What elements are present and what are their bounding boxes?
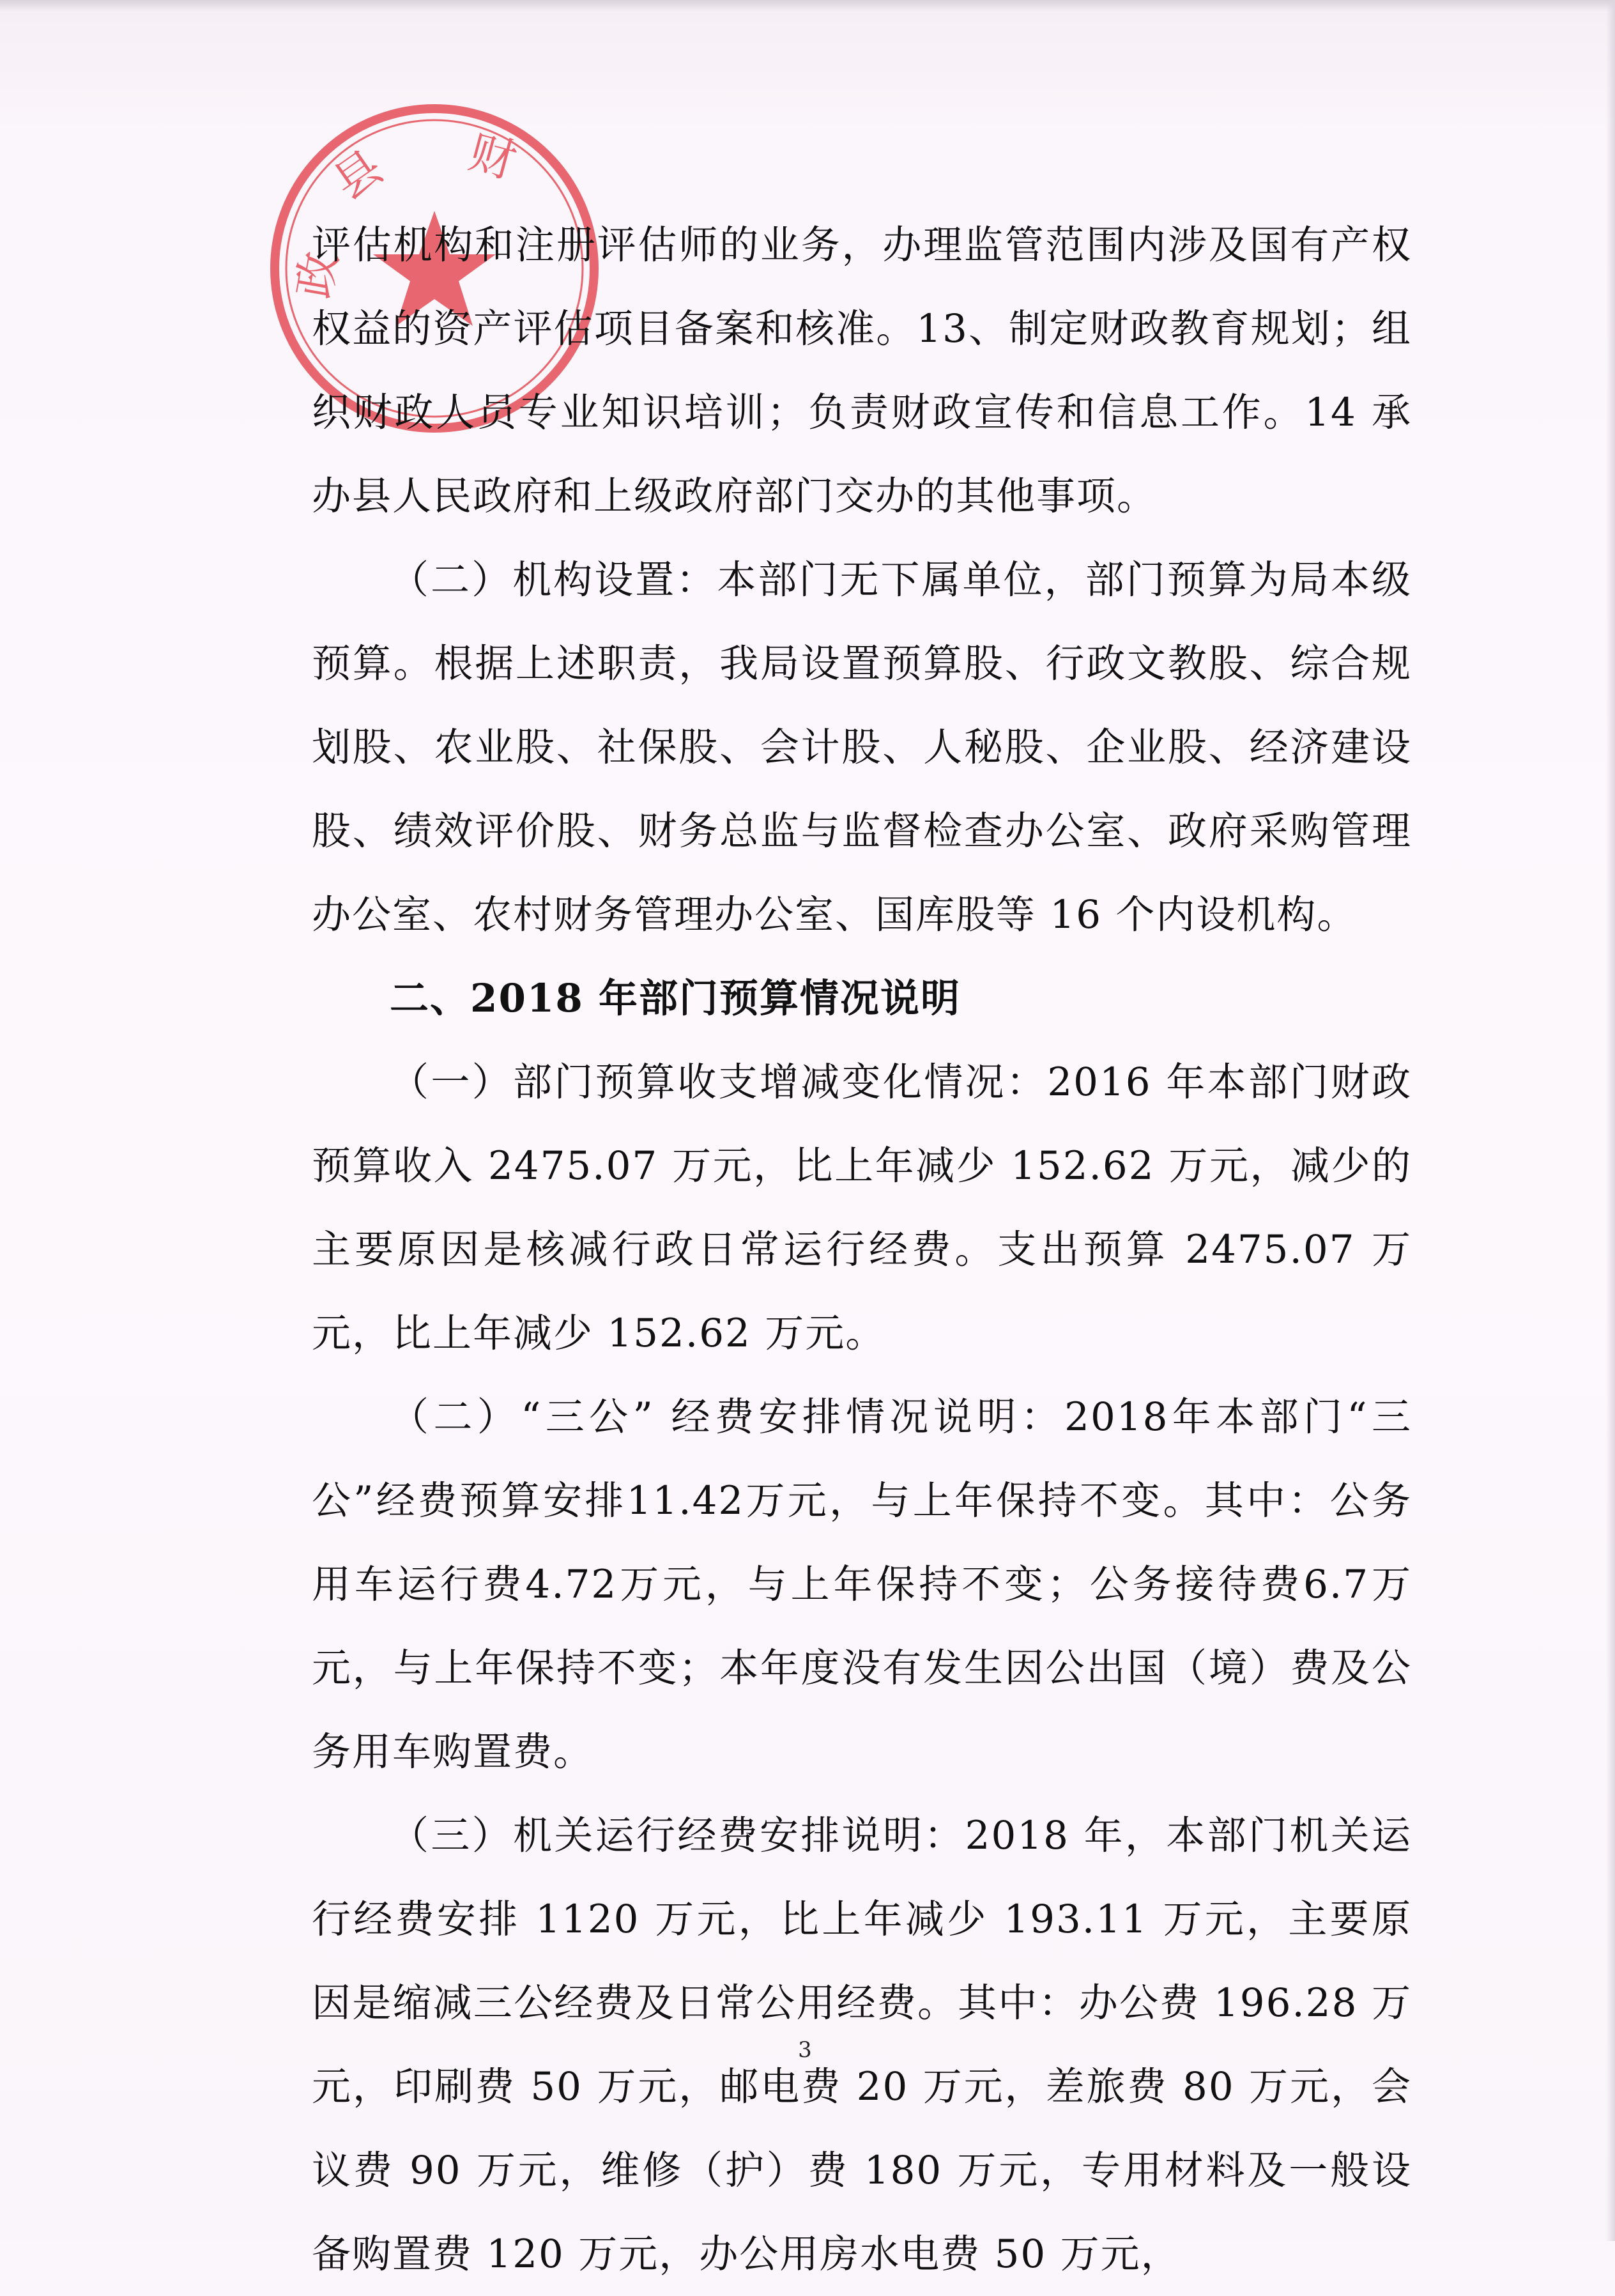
paragraph-budget-changes: （一）部门预算收支增减变化情况：2016 年本部门财政预算收入 2475.07 万元，比上年减少 152.62 万元，减少的主要原因是核减行政日常运行经费。支出预算 2475.07 万元，比上年减少 152.62 万元。 [312,1059,1412,1356]
scan-top-edge [0,0,1615,12]
paragraph-three-public-expenses: （二）“三公” 经费安排情况说明：2018年本部门“三公”经费预算安排11.42万元，与上年保持不变。其中：公务用车运行费4.72万元，与上年保持不变；公务接待费6.7万元，与上年保持不变；本年度没有发生因公出国（境）费及公务用车购置费。 [312,1394,1412,1775]
document-body [312,203,1412,2296]
seal-char-1: 县 [323,139,392,210]
paragraph-duties-continued: 评估机构和注册评估师的业务，办理监管范围内涉及国有产权权益的资产评估项目备案和核准。13、制定财政教育规划；组织财政人员专业知识培训；负责财政宣传和信息工作。14 承办县人民政府和上级政府部门交办的其他事项。 [312,222,1412,519]
section-heading-budget-2018: 二、2018 年部门预算情况说明 [390,976,961,1021]
page-number: 3 [798,2037,812,2063]
paragraph-operating-expenses: （三）机关运行经费安排说明：2018 年，本部门机关运行经费安排 1120 万元，比上年减少 193.11 万元，主要原因是缩减三公经费及日常公用经费。其中：办公费 196.28 万元，印刷费 50 万元，邮电费 20 万元，差旅费 80 万元，会议费 90 万元，维修（护）费 180 万元，专用材料及一般设备购置费 120 万元，办公用房水电费 50 万元， [312,1813,1412,2277]
seal-char-3: 政 [287,247,348,302]
paragraph-organization-setup: （二）机构设置：本部门无下属单位，部门预算为局本级预算。根据上述职责，我局设置预算股、行政文教股、综合规划股、农业股、社保股、会计股、人秘股、企业股、经济建设股、绩效评价股、财务总监与监督检查办公室、政府采购管理办公室、农村财务管理办公室、国库股等 16 个内设机构。 [312,557,1412,937]
scan-right-edge [1606,0,1615,2241]
seal-char-2: 财 [463,125,522,189]
